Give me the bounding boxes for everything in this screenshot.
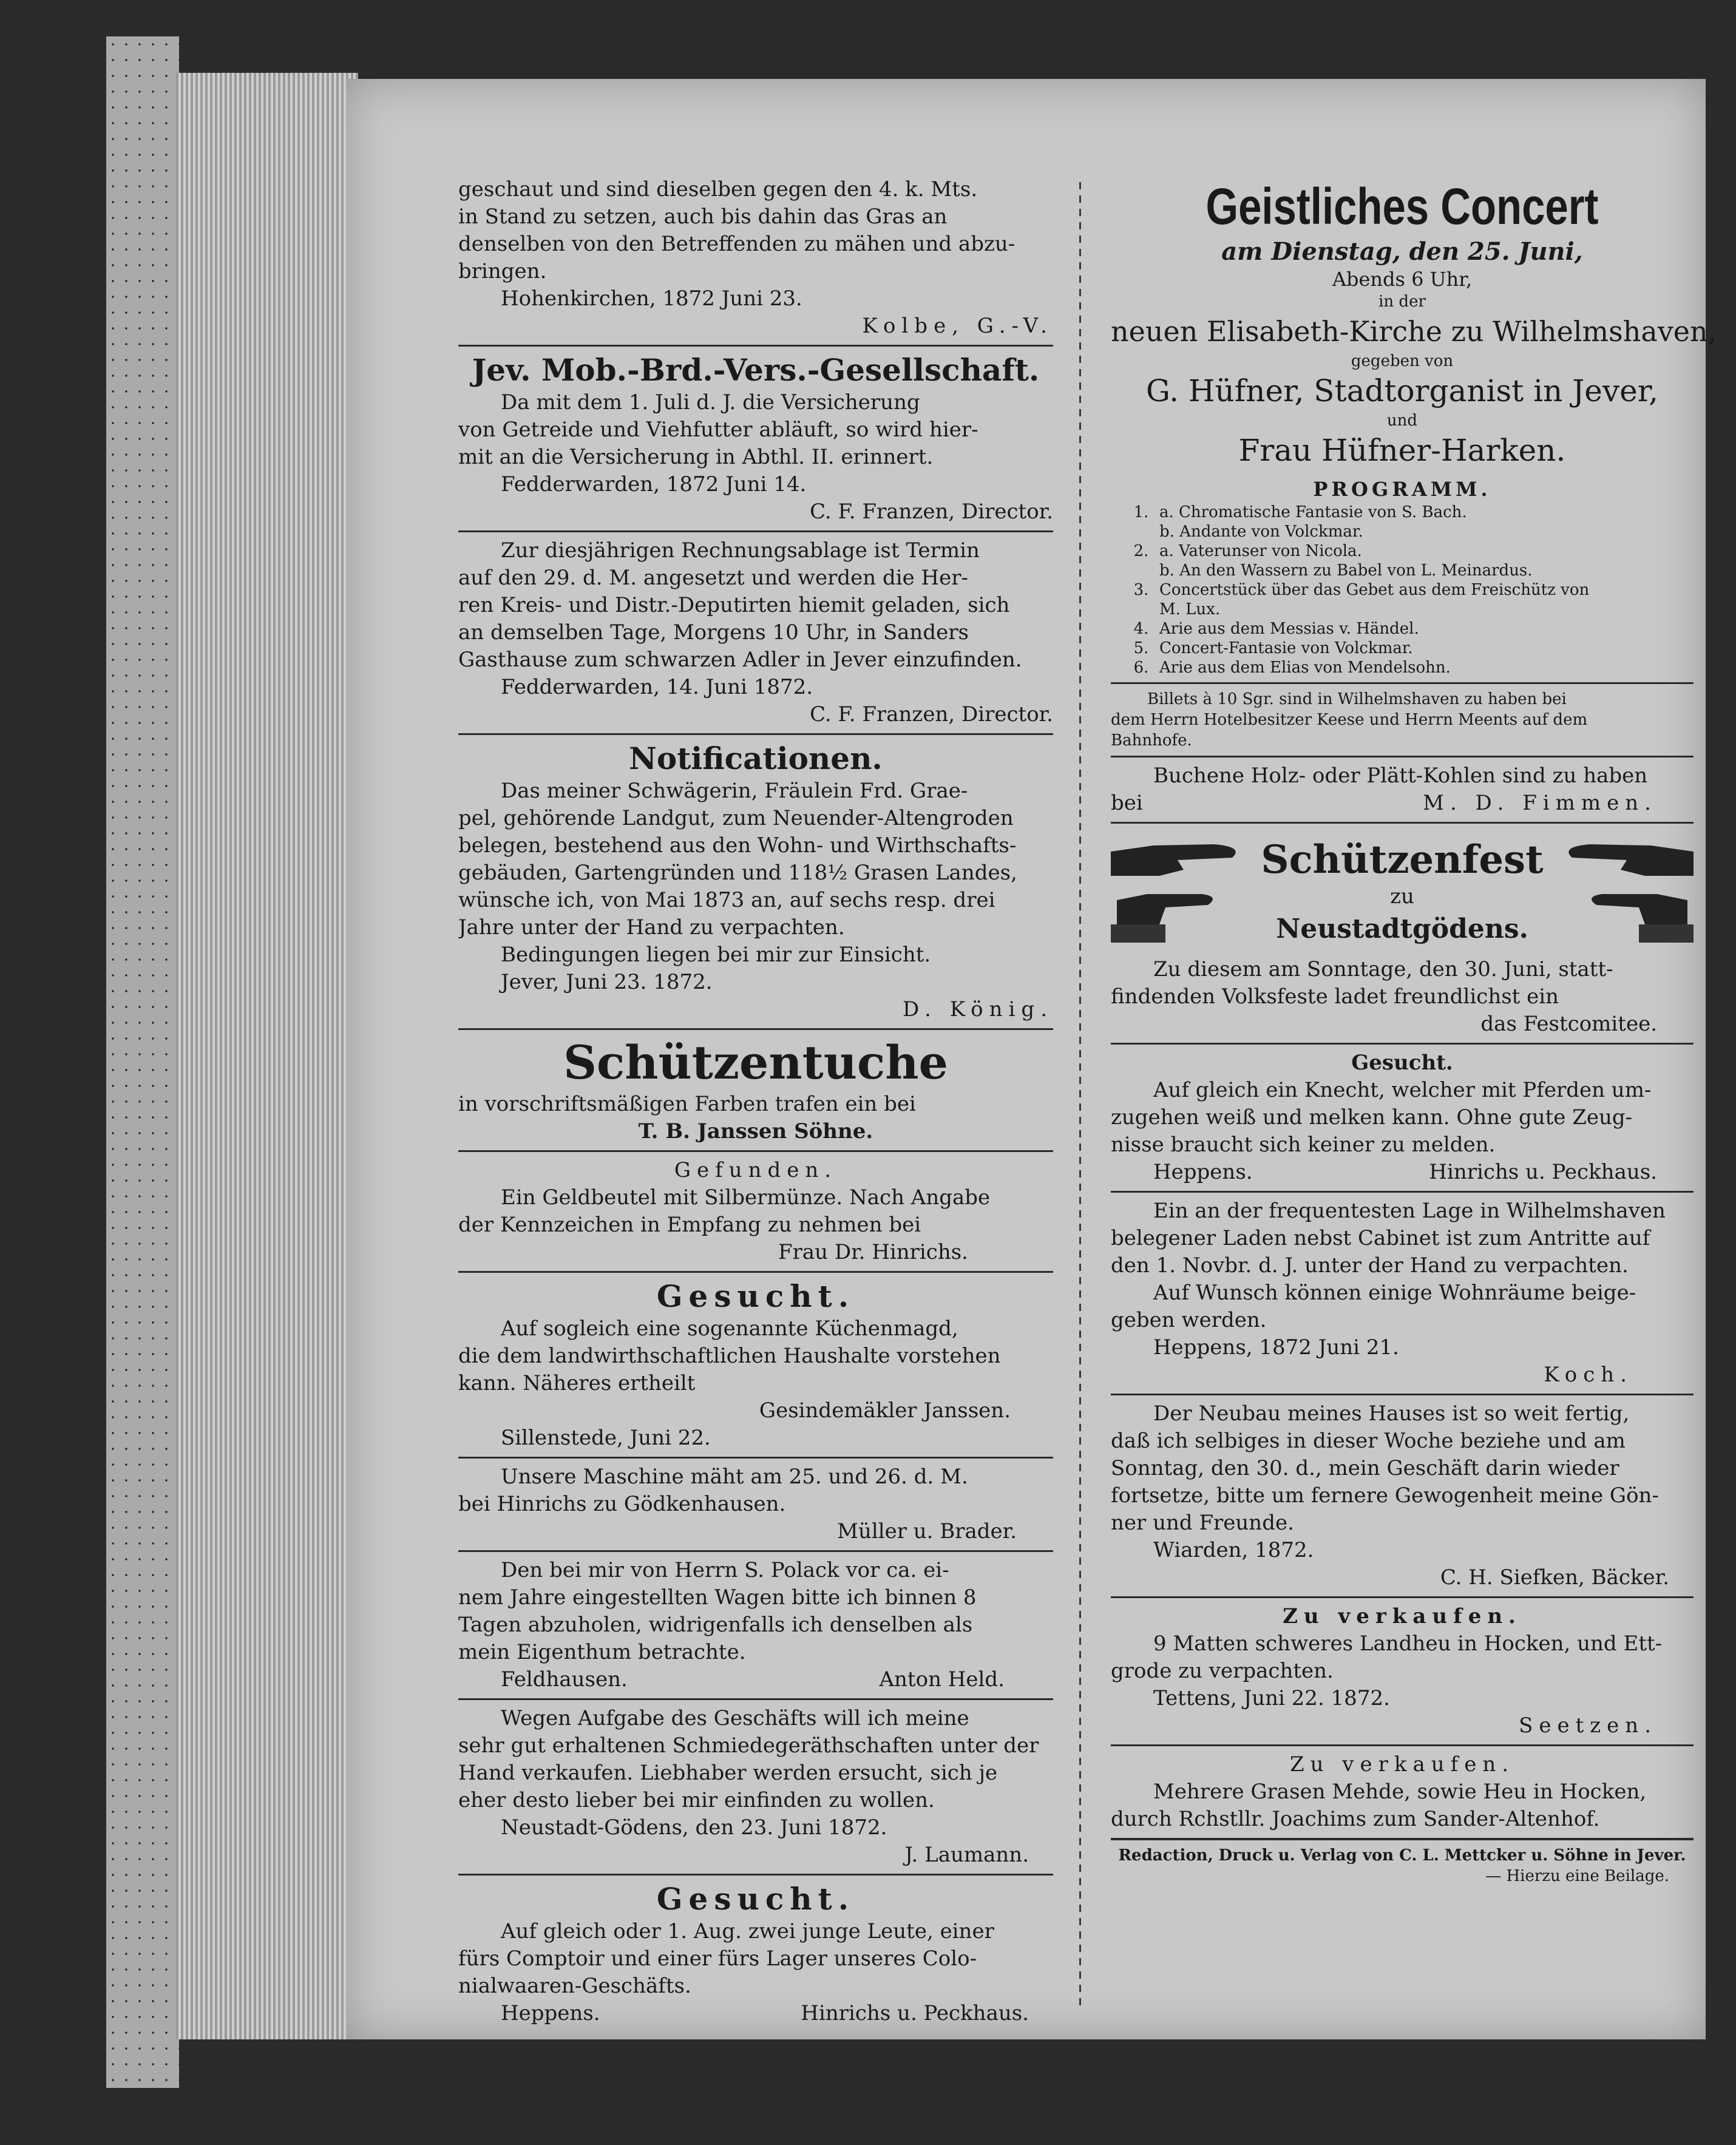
programm-text: b. An den Wassern zu Babel von L. Meinardus. [1159,561,1533,580]
programm-item [1123,541,1694,561]
notice-versicherung [458,389,1053,526]
book-cover-edge [106,36,179,2088]
rule [458,1698,1053,1700]
signature: Anton Held. [879,1667,1005,1692]
text-line: fürs Comptoir und einer fürs Lager unseres Colo- [458,1947,977,1971]
signature: Gesindemäkler Janssen. [759,1398,1011,1423]
rule [1111,682,1694,684]
signature-line [458,2000,1053,2027]
concert-und: und [1386,412,1418,430]
text-line: denselben von den Betreffenden zu mähen und abzu- [458,232,1015,256]
text-line: Auf Wunsch können einige Wohnräume beige- [1153,1281,1636,1305]
text-line: Auf sogleich eine sogenannte Küchenmagd, [501,1316,958,1341]
heading-gesucht: Gesucht. [1351,1051,1453,1075]
concert-time: Abends 6 Uhr, [1332,268,1473,291]
programm-number: 1. [1133,503,1149,521]
rule [458,1028,1053,1030]
text-line: von Getreide und Viehfutter abläuft, so wird hier- [458,418,978,442]
programm-number: 4. [1133,620,1149,638]
text-line: Auf gleich ein Knecht, welcher mit Pferden um- [1153,1078,1652,1102]
signature: C. F. Franzen, Director. [810,500,1053,524]
text-line: Zur diesjährigen Rechnungsablage ist Termin [501,538,980,563]
concert-title: Geistliches Concert [1205,178,1599,235]
text-line: Hand verkaufen. Liebhaber werden ersucht, sich je [458,1761,998,1785]
text-line: an demselben Tage, Morgens 10 Uhr, in Sanders [458,620,969,645]
programm-item [1123,600,1694,619]
fest-place: Neustadtgödens. [1276,913,1528,944]
text-line: Zu diesem am Sonntage, den 30. Juni, statt- [1153,957,1613,981]
text-line: bringen. [458,259,547,283]
signature: C. H. Siefken, Bäcker. [1440,1565,1669,1590]
text-line: Mehrere Grasen Mehde, sowie Heu in Hocken, [1153,1780,1647,1804]
place: Heppens. [501,2001,600,2025]
text-line: Der Neubau meines Hauses ist so weit fertig, [1153,1401,1630,1426]
text-line: Das meiner Schwägerin, Fräulein Frd. Grae- [501,779,968,803]
programm-item [1123,580,1694,600]
notice-landgut [458,778,1053,1023]
right-column [1111,176,1717,1886]
bei: bei [1111,791,1143,815]
programm-text: b. Andante von Volckmar. [1159,523,1363,541]
signature: das Festcomitee. [1480,1012,1657,1036]
programm-text: Concertstück über das Gebet aus dem Freischütz von [1159,581,1590,599]
rule [458,1457,1053,1459]
signature: Koch. [1544,1363,1633,1387]
signature: C. F. Franzen, Director. [810,702,1053,727]
rule [1111,1043,1694,1045]
rule [1111,1596,1694,1598]
signature-line [458,1666,1053,1693]
programm-list [1111,503,1694,677]
text-line: der Kennzeichen in Empfang zu nehmen bei [458,1213,921,1237]
place-date: Wiarden, 1872. [1153,1538,1314,1562]
schuetzenfest-titles [1261,837,1543,948]
programm-item [1123,503,1694,522]
rule [458,1271,1053,1273]
text-line: eher desto lieber bei mir einfinden zu wollen. [458,1788,935,1812]
text-line: mit an die Versicherung in Abthl. II. erinnert. [458,445,934,469]
signature: Müller u. Brader. [837,1519,1017,1544]
text-line: kann. Näheres ertheilt [458,1371,696,1395]
text-line: Ein an der frequentesten Lage in Wilhelmshaven [1153,1199,1666,1223]
text-line: in vorschriftsmäßigen Farben trafen ein bei [458,1092,916,1116]
rule [458,1550,1053,1552]
text-line: mein Eigenthum betrachte. [458,1640,746,1664]
place-date: Jever, Juni 23. 1872. [501,970,713,994]
concert-performer: Frau Hüfner-Harken. [1238,433,1566,468]
place-date: Fedderwarden, 14. Juni 1872. [501,675,813,699]
concert-performer: G. Hüfner, Stadtorganist in Jever, [1145,373,1659,408]
text-line: auf den 29. d. M. angesetzt und werden die Her- [458,566,969,590]
heading-jev-mob: Jev. Mob.-Brd.-Vers.-Gesellschaft. [472,352,1040,388]
heading-zu-verkaufen: Zu verkaufen. [1283,1604,1522,1628]
text-line: geschaut und sind dieselben gegen den 4. k. Mts. [458,177,978,202]
text-line: zugehen weiß und melken kann. Ohne gute Zeug- [1111,1105,1633,1130]
rule [458,1874,1053,1876]
place-date: Neustadt-Gödens, den 23. Juni 1872. [501,1815,887,1840]
text-line: wünsche ich, von Mai 1873 an, auf sechs resp. drei [458,888,995,912]
rule [458,733,1053,735]
programm-heading: PROGRAMM. [1313,478,1491,501]
notice-rechnungsablage [458,537,1053,728]
text-line: Billets à 10 Sgr. sind in Wilhelmshaven zu haben bei [1147,690,1567,708]
text-line: ren Kreis- und Distr.-Deputirten hiemit geladen, sich [458,593,1010,617]
heading-notificationen: Notificationen. [629,740,883,776]
signature: Hinrichs u. Peckhaus. [1429,1160,1657,1184]
signature: Seetzen. [1519,1713,1657,1738]
pointing-hand-right-icon [1111,833,1250,951]
programm-text: Concert-Fantasie von Volckmar. [1159,639,1413,657]
text-line: Da mit dem 1. Juli d. J. die Versicherung [501,390,920,415]
text-line: Tagen abzuholen, widrigenfalls ich denselben als [458,1613,973,1637]
text-line: bei Hinrichs zu Gödkenhausen. [458,1492,786,1516]
text-line: Bedingungen liegen bei mir zur Einsicht. [501,943,931,967]
text-line: nialwaaren-Geschäfts. [458,1974,691,1998]
signature: M. D. Fimmen. [1423,791,1657,815]
page-stack-edge [176,73,358,2039]
text-line: den 1. Novbr. d. J. unter der Hand zu verpachten. [1111,1253,1629,1278]
heading-gefunden: Gefunden. [674,1158,838,1182]
text-line: belegen, bestehend aus den Wohn- und Wirthschafts- [458,833,1017,858]
heading-gesucht: Gesucht. [656,1278,855,1314]
text-line: Buchene Holz- oder Plätt-Kohlen sind zu haben [1153,764,1648,788]
supplement-note: — Hierzu eine Beilage. [1485,1867,1669,1885]
programm-item [1123,639,1694,658]
signature: Frau Dr. Hinrichs. [778,1240,968,1264]
text-line: dem Herrn Hotelbesitzer Keese und Herrn Meents auf dem [1111,711,1588,729]
place: Heppens. [1153,1160,1253,1184]
text-line: daß ich selbiges in dieser Woche beziehe und am [1111,1429,1626,1453]
place-date: Heppens, 1872 Juni 21. [1153,1335,1399,1360]
text-line: Gasthause zum schwarzen Adler in Jever einzufinden. [458,648,1022,672]
concert-date: am Dienstag, den 25. Juni, [1221,237,1583,266]
fest-heading: Schützenfest [1261,836,1544,883]
text-line: die dem landwirthschaftlichen Haushalte vorstehen [458,1344,1001,1368]
programm-number: 5. [1133,639,1149,657]
signature-line [1111,1159,1694,1186]
signature: J. Laumann. [904,1843,1029,1867]
text-line: in Stand zu setzen, auch bis dahin das Gras an [458,205,948,229]
text-line: Jahre unter der Hand zu verpachten. [458,915,845,940]
schuetzenfest-banner [1111,829,1694,956]
fest-zu: zu [1390,884,1414,909]
heading-zu-verkaufen: Zu verkaufen. [1289,1752,1515,1777]
text-line: findenden Volksfeste ladet freundlichst ein [1111,984,1559,1009]
place-date: Tettens, Juni 22. 1872. [1153,1686,1390,1710]
text-line: pel, gehörende Landgut, zum Neuender-Altengroden [458,806,1014,830]
text-line: Ein Geldbeutel mit Silbermünze. Nach Angabe [501,1185,991,1210]
notice-kolbe [458,176,1053,340]
text-line: gebäuden, Gartengründen und 118½ Grasen Landes, [458,861,1017,885]
programm-text: a. Vaterunser von Nicola. [1159,542,1362,560]
place-date: Fedderwarden, 1872 Juni 14. [501,472,807,496]
programm-item [1123,522,1694,541]
programm-text: Arie aus dem Messias v. Händel. [1159,620,1419,638]
programm-item [1123,619,1694,639]
pointing-hand-left-icon [1554,833,1694,951]
text-line: geben werden. [1111,1308,1267,1332]
text-line: grode zu verpachten. [1111,1659,1334,1683]
rule [1111,1838,1694,1840]
text-line: nisse braucht sich keiner zu melden. [1111,1133,1496,1157]
text-line: nem Jahre eingestellten Wagen bitte ich binnen 8 [458,1585,977,1610]
programm-text: M. Lux. [1159,600,1221,618]
signature: Hinrichs u. Peckhaus. [801,2001,1029,2025]
text-line: 9 Matten schweres Landheu in Hocken, und Ett- [1153,1632,1663,1656]
text-line: Sonntag, den 30. d., mein Geschäft darin wieder [1111,1456,1619,1480]
rule [1111,822,1694,824]
rule [1111,1744,1694,1746]
left-column [458,176,1053,2027]
place-date: Sillenstede, Juni 22. [501,1426,711,1450]
programm-number: 6. [1133,659,1149,677]
programm-item [1123,658,1694,677]
rule [1111,1191,1694,1193]
rule [1111,756,1694,757]
text-line: Den bei mir von Herrn S. Polack vor ca. ei- [501,1558,949,1582]
text-line: Auf gleich oder 1. Aug. zwei junge Leute, einer [501,1919,994,1943]
text-line: ner und Freunde. [1111,1511,1294,1535]
signature: Kolbe, G.-V. [862,314,1053,338]
programm-text: a. Chromatische Fantasie von S. Bach. [1159,503,1467,521]
concert-church: neuen Elisabeth-Kirche zu Wilhelmshaven, [1111,315,1717,348]
concert-given: gegeben von [1351,352,1454,370]
rule [458,530,1053,532]
signature-line [1111,790,1694,817]
signature: D. König. [903,997,1053,1022]
signature: T. B. Janssen Söhne. [638,1119,873,1144]
rule [1111,1394,1694,1395]
text-line: durch Rchstllr. Joachims zum Sander-Altenhof. [1111,1807,1600,1831]
text-line: Wegen Aufgabe des Geschäfts will ich meine [501,1706,969,1730]
text-line: fortsetze, bitte um fernere Gewogenheit meine Gön- [1111,1483,1659,1508]
place-date: Hohenkirchen, 1872 Juni 23. [501,286,802,311]
imprint: Redaction, Druck u. Verlag von C. L. Mettcker u. Söhne in Jever. [1118,1846,1686,1865]
concert-in: in der [1378,293,1426,311]
heading-schuetzentuche: Schützentuche [563,1035,948,1089]
text-line: sehr gut erhaltenen Schmiedegeräthschaften unter der [458,1733,1039,1758]
column-divider [1079,182,1081,2009]
programm-number: 3. [1133,581,1149,599]
text-line: belegener Laden nebst Cabinet ist zum Antritte auf [1111,1226,1650,1250]
rule [458,345,1053,347]
programm-text: Arie aus dem Elias von Mendelsohn. [1159,659,1451,677]
heading-gesucht: Gesucht. [656,1881,855,1917]
programm-item [1123,561,1694,580]
rule [458,1150,1053,1152]
text-line: Unsere Maschine mäht am 25. und 26. d. M. [501,1465,968,1489]
place: Feldhausen. [501,1667,628,1692]
text-line: Bahnhofe. [1111,731,1192,750]
programm-number: 2. [1133,542,1149,560]
